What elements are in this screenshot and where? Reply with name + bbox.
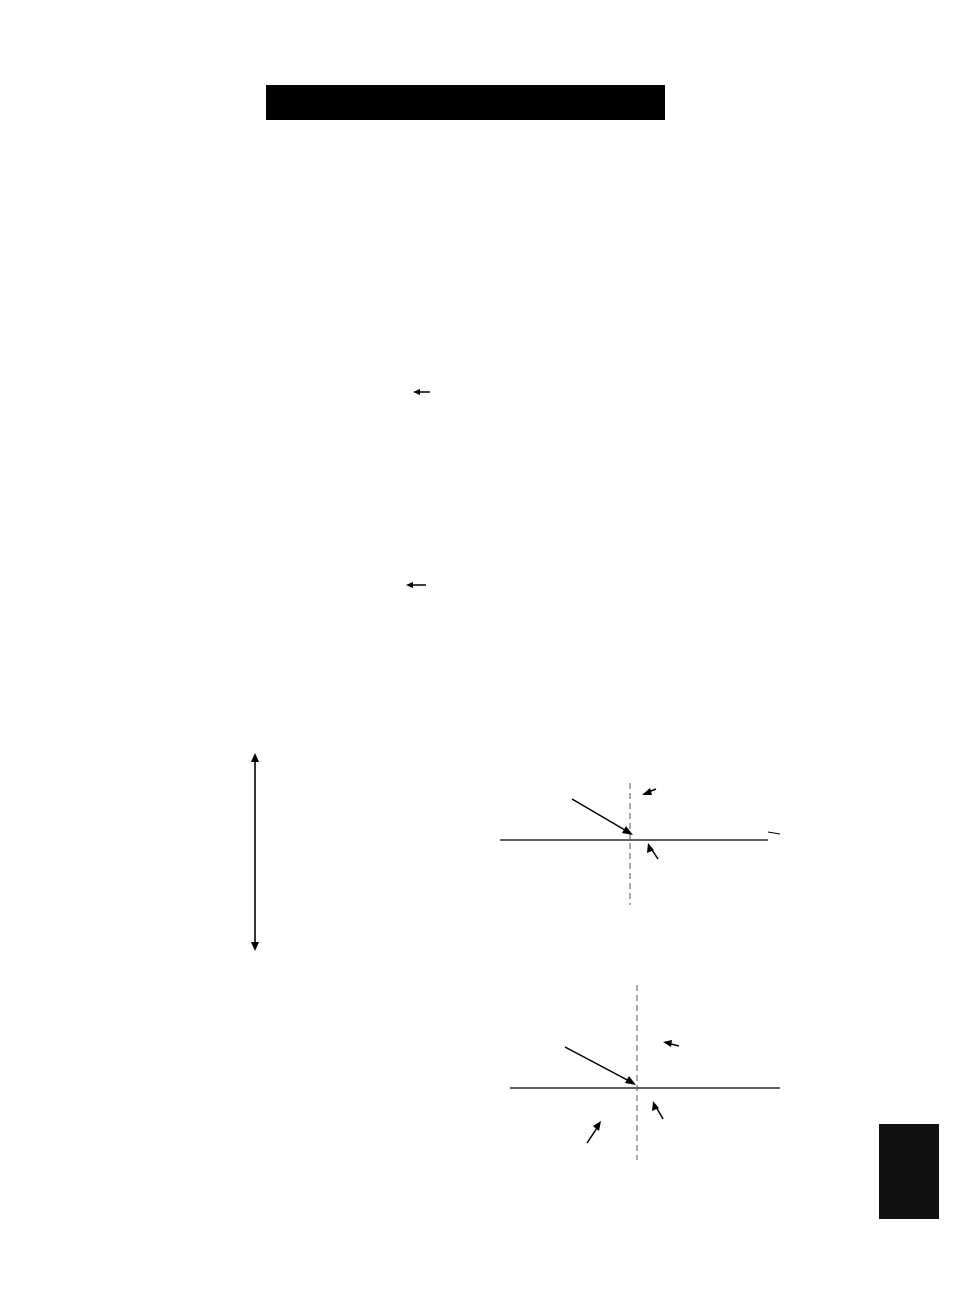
after-arrow bbox=[572, 799, 630, 833]
top-marker bbox=[413, 389, 430, 395]
correction-diagram-1-svg bbox=[500, 755, 850, 905]
q-curves-figure bbox=[560, 290, 770, 520]
graphic-eq-figure bbox=[80, 380, 460, 640]
graphic-eq-plot bbox=[80, 380, 460, 640]
q-curves-plot bbox=[560, 290, 770, 520]
correction-diagram-2 bbox=[505, 985, 855, 1165]
correction-diagram-1 bbox=[500, 755, 850, 905]
bottom-marker bbox=[406, 582, 426, 588]
language-tab bbox=[879, 1124, 939, 1219]
gain-curves-plot bbox=[155, 750, 355, 955]
section-header-bar bbox=[266, 85, 665, 120]
gain-arrow bbox=[251, 753, 259, 951]
correction-diagram-2-svg bbox=[505, 985, 855, 1165]
after-arrow bbox=[565, 1047, 633, 1083]
gain-curves-figure bbox=[155, 750, 355, 955]
